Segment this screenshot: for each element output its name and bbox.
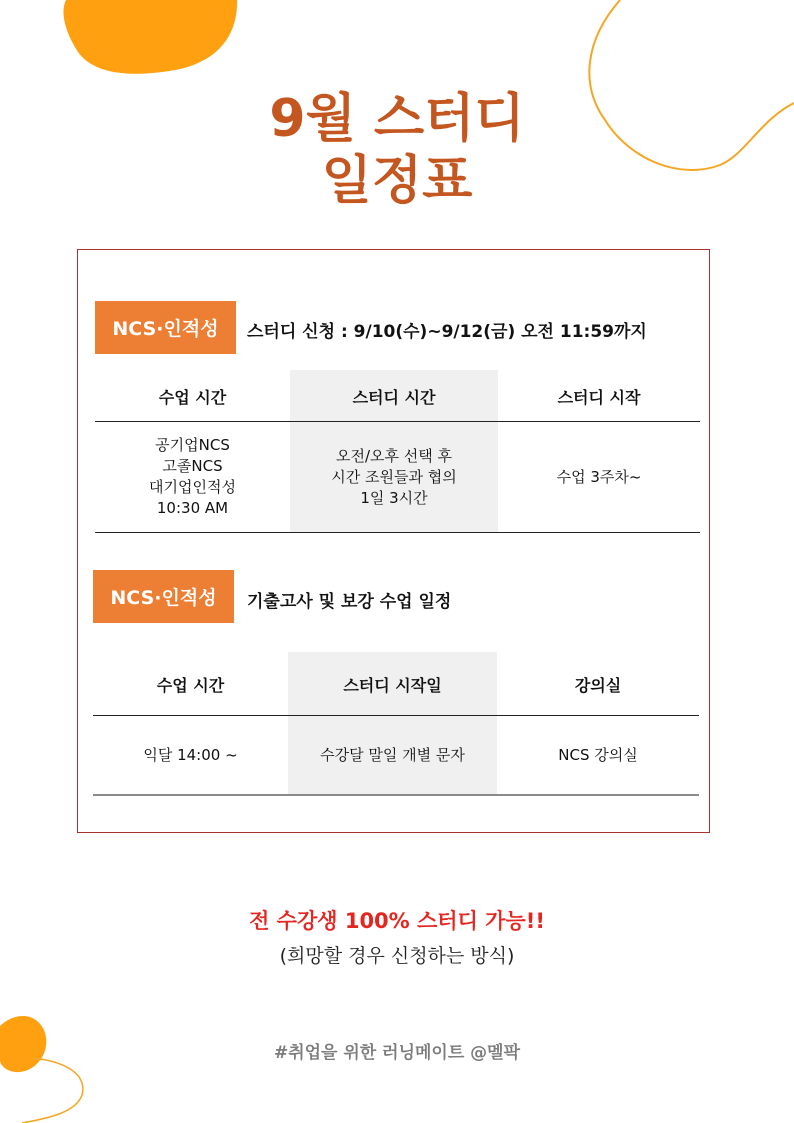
section1-cell-class-time <box>95 422 290 532</box>
section2-cell-room: NCS 강의실 <box>558 745 638 764</box>
section1-cell-study-start: 수업 3주차~ <box>556 467 642 486</box>
schedule-card <box>77 249 710 833</box>
class-time-line: 대기업인적성 <box>149 478 236 496</box>
footer-hashtag: #취업을 위한 러닝메이트 @멜팍 <box>273 1043 521 1063</box>
section1-description: 스터디 신청 : 9/10(수)~9/12(금) 오전 11:59까지 <box>247 322 647 342</box>
section2-description: 기출고사 및 보강 수업 일정 <box>247 592 452 612</box>
section2-cell-class-time: 익달 14:00 ~ <box>143 745 238 764</box>
page-title-line2: 일정표 <box>321 151 473 211</box>
section1-bottom-rule <box>95 532 700 533</box>
promo-subtext: (희망할 경우 신청하는 방식) <box>279 945 515 967</box>
section2-header-study-start: 스터디 시작일 <box>343 675 442 695</box>
class-time-line: 공기업NCS <box>155 436 230 454</box>
section2-header-room: 강의실 <box>574 675 622 695</box>
study-time-line: 시간 조원들과 협의 <box>331 467 457 486</box>
study-time-line: 오전/오후 선택 후 <box>335 446 453 465</box>
section1-tag: NCS·인적성 <box>95 301 236 354</box>
page-title-line1: 9월 스터디 <box>269 89 525 149</box>
section2-cell-study-start: 수강달 말일 개별 문자 <box>320 745 465 764</box>
section1-cell-study-time <box>290 422 498 532</box>
section1-header-class-time: 수업 시간 <box>158 387 227 407</box>
section1-header-study-start: 스터디 시작 <box>557 387 641 407</box>
study-time-line: 1일 3시간 <box>360 488 428 507</box>
orange-curve-bottom-left <box>22 1058 83 1123</box>
section2-tag: NCS·인적성 <box>93 570 234 623</box>
class-time-line: 10:30 AM <box>156 499 229 517</box>
orange-blob-top <box>63 0 237 74</box>
section2-bottom-rule <box>93 794 699 796</box>
class-time-line: 고졸NCS <box>162 457 223 475</box>
section1-header-study-time: 스터디 시간 <box>352 387 436 407</box>
section2-header-class-time: 수업 시간 <box>156 675 225 695</box>
promo-headline: 전 수강생 100% 스터디 가능!! <box>249 909 545 933</box>
page-title <box>0 88 794 212</box>
